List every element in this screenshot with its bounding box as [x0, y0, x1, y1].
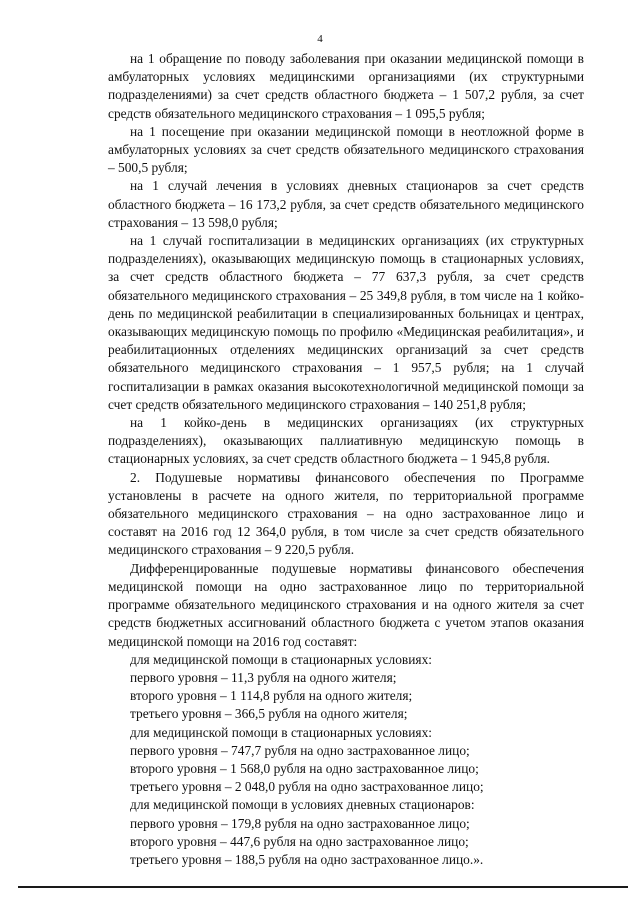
list-item: третьего уровня – 366,5 рубля на одного жителя;: [130, 706, 408, 722]
paragraph-outpatient-visit: на 1 обращение по поводу заболевания при оказании медицинской помощи в амбулаторных условиях медицинскими организациями (их структурными подразделениями) за счет средств областного бюджета – 1 507,2 рубля, за счет средств обязательного медицинского страхования – 1 095,5 рубля;: [108, 51, 584, 121]
list-heading-inpatient-insured: для медицинской помощи в стационарных условиях:: [130, 724, 432, 740]
list-item: первого уровня – 747,7 рубля на одно застрахованное лицо;: [130, 742, 470, 758]
list-item: первого уровня – 11,3 рубля на одного жителя;: [130, 669, 397, 685]
list-item: первого уровня – 179,8 рубля на одно застрахованное лицо;: [130, 815, 470, 831]
bottom-divider: [18, 886, 628, 888]
list-heading-inpatient-regional: для медицинской помощи в стационарных условиях:: [130, 651, 432, 667]
paragraph-day-hospital: на 1 случай лечения в условиях дневных стационаров за счет средств областного бюджета – 16 173,2 рубля, за счет средств обязательного медицинского страхования – 13 598,0 рубля;: [108, 178, 584, 230]
paragraph-emergency-visit: на 1 посещение при оказании медицинской помощи в неотложной форме в амбулаторных условиях за счет средств обязательного медицинского страхования – 500,5 рубля;: [108, 123, 584, 176]
document-body: [108, 50, 584, 869]
paragraph-differentiated-norms: Дифференцированные подушевые нормативы финансового обеспечения медицинской помощи на одно застрахованное лицо по территориальной программе обязательного медицинского страхования и на одного жителя за счет средств бюджетных ассигнований областного бюджета с учетом этапов оказания медицинской помощи на 2016 год составят:: [108, 560, 584, 649]
paragraph-per-capita-norms: 2. Подушевые нормативы финансового обеспечения по Программе установлены в расчете на одного жителя, по территориальной программе обязательного медицинского страхования – на одно застрахованное лицо и составят на 2016 год 12 364,0 рубля, в том числе за счет средств обязательного медицинского страхования – 9 220,5 рубля.: [108, 469, 584, 558]
list-heading-day-hospital: для медицинской помощи в условиях дневных стационаров:: [130, 797, 475, 813]
list-item: второго уровня – 1 114,8 рубля на одного жителя;: [130, 688, 413, 704]
list-item: третьего уровня – 2 048,0 рубля на одно застрахованное лицо;: [130, 779, 484, 795]
list-item: второго уровня – 447,6 рубля на одно застрахованное лицо;: [130, 833, 469, 849]
list-item: второго уровня – 1 568,0 рубля на одно застрахованное лицо;: [130, 760, 479, 776]
paragraph-hospitalization: на 1 случай госпитализации в медицинских организациях (их структурных подразделениях), оказывающих медицинскую помощь в стационарных условиях, за счет средств областного бюджета – 77 637,3 рубля, за счет средств обязательного медицинского страхования – 25 349,8 рубля, в том числе на 1 койко-день по медицинской реабилитации в специализированных больницах и центрах, оказывающих медицинскую помощь по профилю «Медицинская реабилитация», и реабилитационных отделениях медицинских организаций за счет средств обязательного медицинского страхования – 1 957,5 рубля; на 1 случай госпитализации в рамках оказания высокотехнологичной медицинской помощи за счет средств обязательного медицинского страхования – 140 251,8 рубля;: [108, 233, 584, 412]
page-number: 4: [317, 33, 323, 45]
list-item: третьего уровня – 188,5 рубля на одно застрахованное лицо.».: [130, 851, 484, 867]
paragraph-palliative: на 1 койко-день в медицинских организациях (их структурных подразделениях), оказывающих паллиативную медицинскую помощь в стационарных условиях, за счет средств областного бюджета – 1 945,8 рубля.: [108, 415, 584, 467]
